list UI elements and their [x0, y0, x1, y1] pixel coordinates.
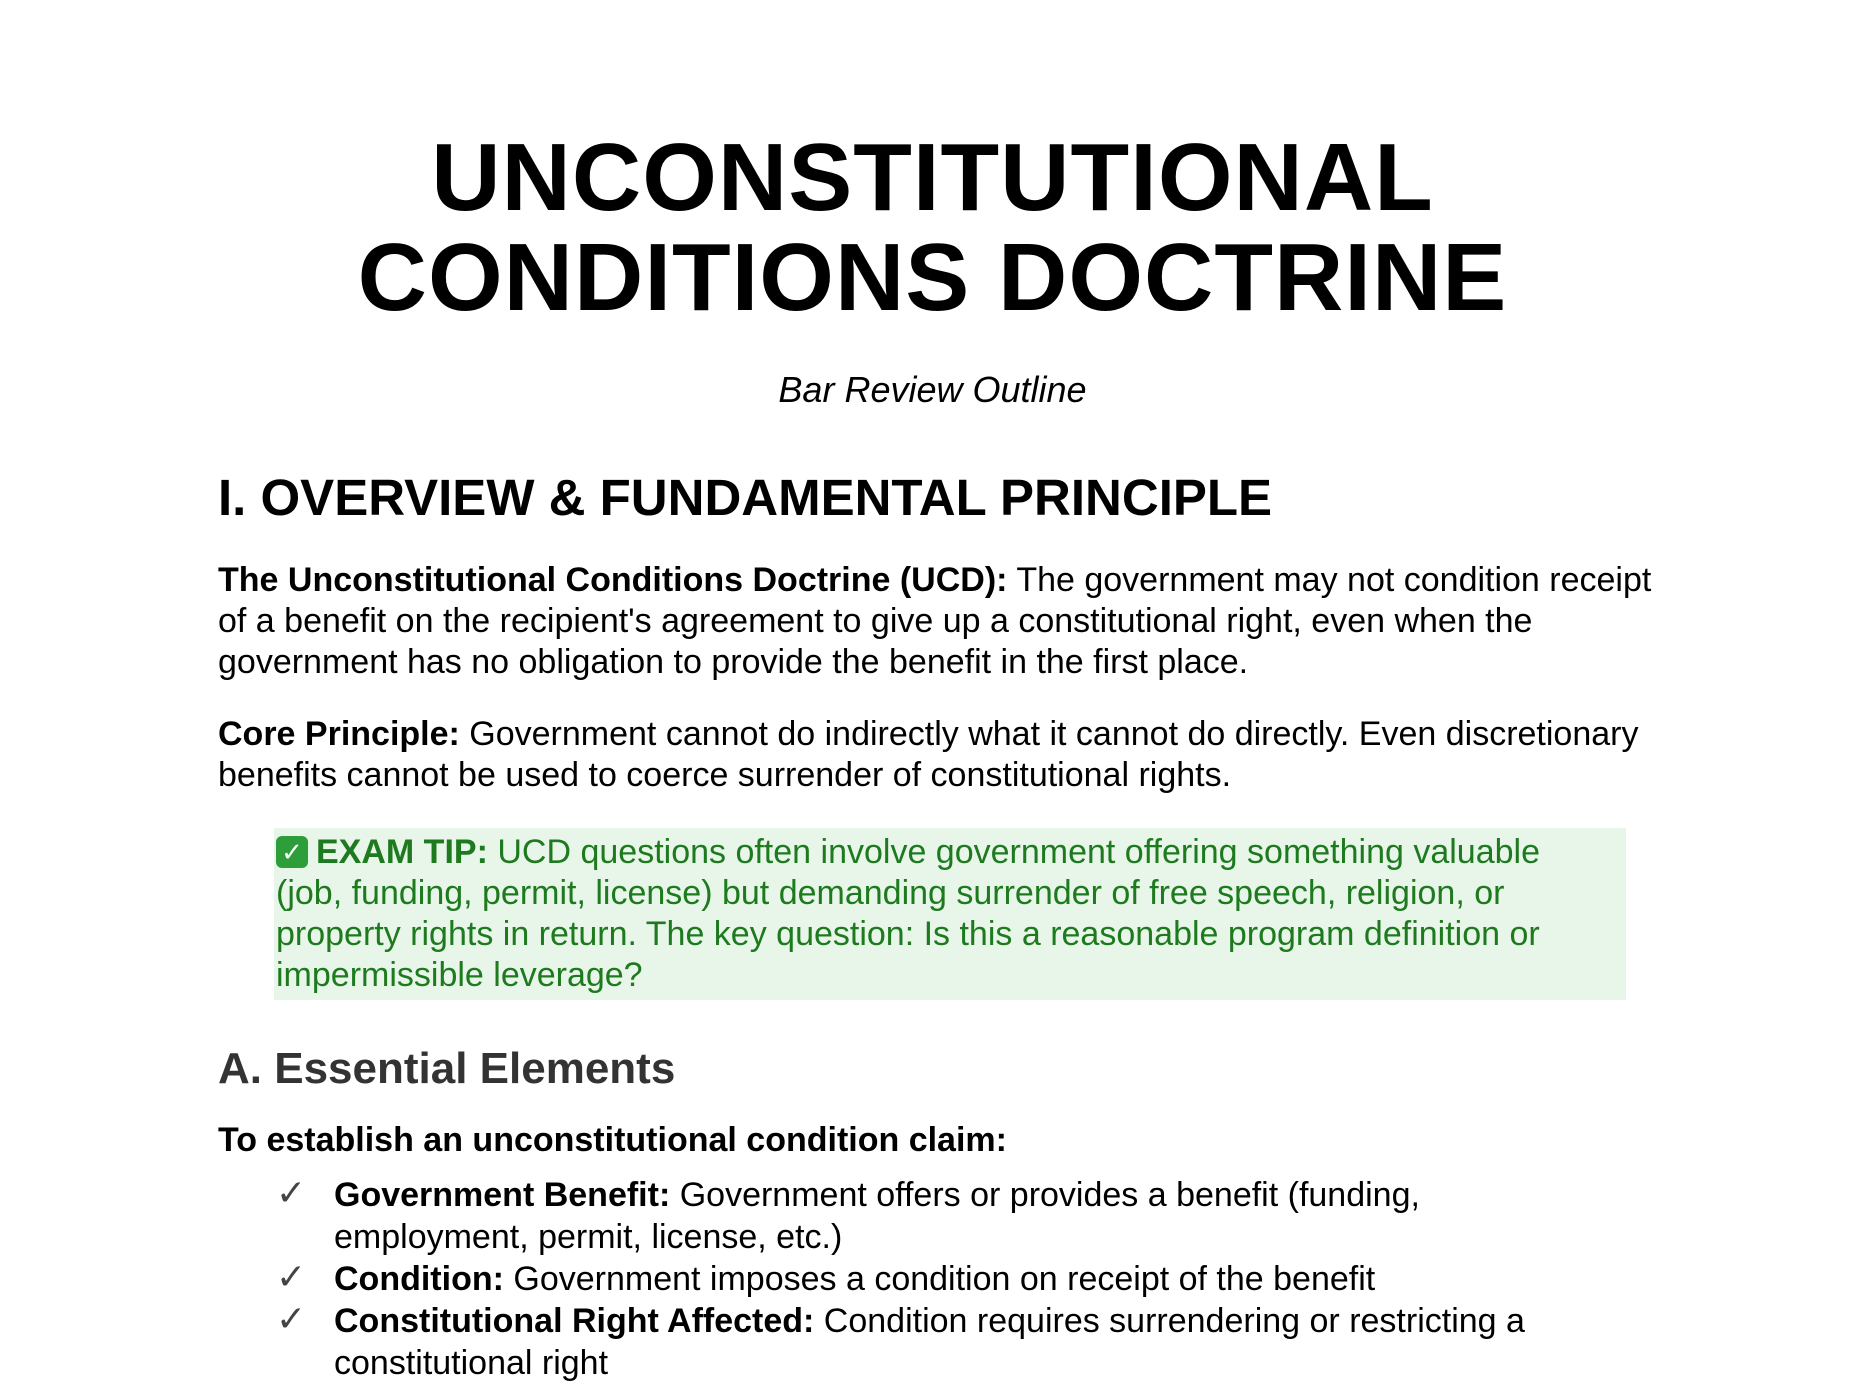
title-line-1: UNCONSTITUTIONAL [431, 124, 1434, 231]
section-overview [218, 468, 1658, 1382]
title-line-2: CONDITIONS DOCTRINE [357, 224, 1508, 331]
list-item [274, 1300, 1614, 1384]
document-title [0, 124, 1865, 331]
list-item-label: Constitutional Right Affected: [334, 1302, 815, 1340]
list-item-label: Government Benefit: [334, 1176, 671, 1214]
section-heading: I. OVERVIEW & FUNDAMENTAL PRINCIPLE [218, 469, 1273, 526]
exam-tip-text: UCD questions often involve government offering something valuable (job, funding, permit, license) but demanding surrender of free speech, religion, or property rights in return. The key question: Is this a reasonable program definition or impermissible leverage? [276, 833, 1540, 994]
checkmark-icon: ✓ [276, 1172, 307, 1213]
definition-paragraph [218, 560, 1658, 683]
exam-tip-callout [274, 828, 1626, 1000]
core-principle-label: Core Principle: [218, 715, 460, 753]
elements-list [274, 1174, 1614, 1384]
list-item-text: Condition requires surrendering or restricting a constitutional right [334, 1302, 1525, 1382]
list-item [274, 1174, 1614, 1258]
elements-lead: To establish an unconstitutional condition claim: [218, 1121, 1007, 1159]
core-principle-paragraph [218, 714, 1658, 796]
list-item [274, 1258, 1614, 1300]
list-item-label: Condition: [334, 1260, 504, 1298]
definition-text: The government may not condition receipt of a benefit on the recipient's agreement to give up a constitutional right, even when the government has no obligation to provide the benefit in the first place. [218, 561, 1652, 681]
checkmark-icon: ✓ [276, 1298, 307, 1339]
document-subtitle: Bar Review Outline [778, 369, 1087, 410]
list-item-text: Government imposes a condition on receipt of the benefit [503, 1260, 1376, 1298]
check-box-icon: ✓ [276, 836, 308, 868]
core-principle-text: Government cannot do indirectly what it cannot do directly. Even discretionary benefits cannot be used to coerce surrender of constitutional rights. [218, 715, 1639, 794]
list-item-text: Government offers or provides a benefit (funding, employment, permit, license, etc.) [334, 1176, 1420, 1256]
exam-tip-label: EXAM TIP: [316, 833, 488, 871]
checkmark-icon: ✓ [276, 1256, 307, 1297]
subsection-heading: A. Essential Elements [218, 1044, 676, 1093]
definition-label: The Unconstitutional Conditions Doctrine (UCD): [218, 561, 1008, 599]
